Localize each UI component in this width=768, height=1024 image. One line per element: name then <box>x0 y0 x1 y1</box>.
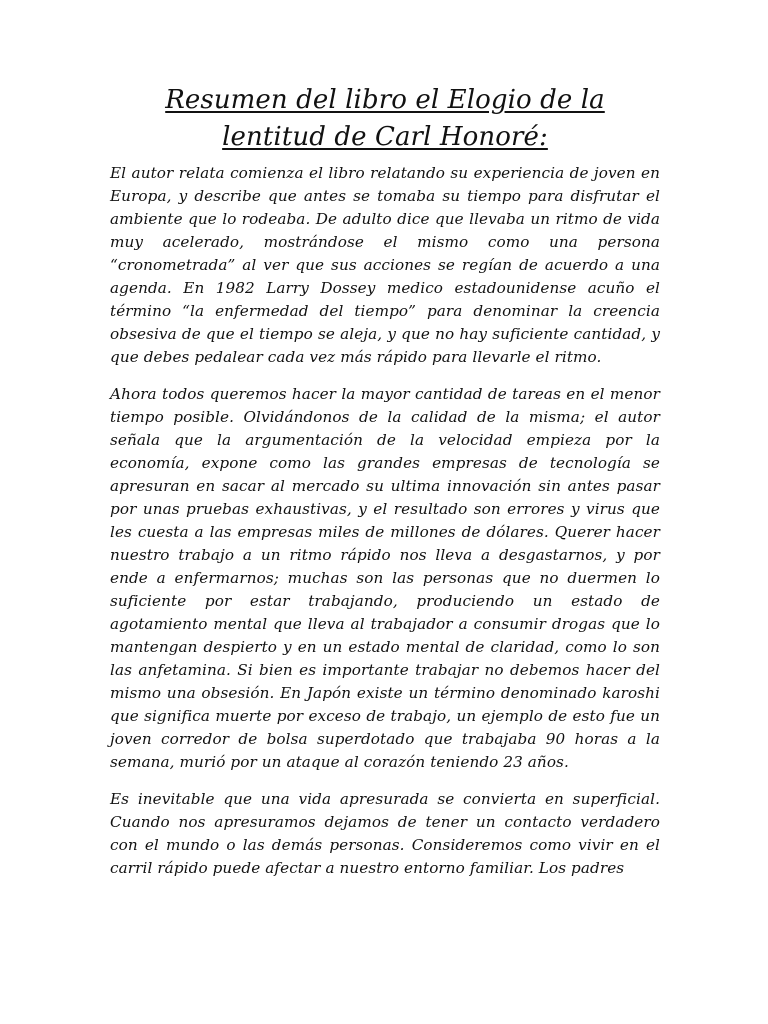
paragraph-1: El autor relata comienza el libro relatando su experiencia de joven en Europa, y describe que antes se tomaba su tiempo para disfrutar el ambiente que lo rodeaba. De adulto dice que llevaba un ritmo de vida muy acelerado, mostrándose el mismo como una persona “cronometrada” al ver que sus acciones se regían de acuerdo a una agenda. En 1982 Larry Dossey medico estadounidense acuño el término “la enfermedad del tiempo” para denominar la creencia obsesiva de que el tiempo se aleja, y que no hay suficiente cantidad, y que debes pedalear cada vez más rápido para llevarle el ritmo. <box>110 164 660 366</box>
paragraph-3: Es inevitable que una vida apresurada se convierta en superficial. Cuando nos apresuramos dejamos de tener un contacto verdadero con el mundo o las demás personas. Consideremos como vivir en el carril rápido puede afectar a nuestro entorno familiar. Los padres <box>110 790 660 877</box>
document-title: Resumen del libro el Elogio de la lentitud de Carl Honoré: <box>165 85 605 152</box>
paragraph-2: Ahora todos queremos hacer la mayor cantidad de tareas en el menor tiempo posible. Olvidándonos de la calidad de la misma; el autor señala que la argumentación de la velocidad empieza por la economía, expone como las grandes empresas de tecnología se apresuran en sacar al mercado su ultima innovación sin antes pasar por unas pruebas exhaustivas, y el resultado son errores y virus que les cuesta a las empresas miles de millones de dólares. Querer hacer nuestro trabajo a un ritmo rápido nos lleva a desgastarnos, y por ende a enfermarnos; muchas son las personas que no duermen lo suficiente por estar trabajando, produciendo un estado de agotamiento mental que lleva al trabajador a consumir drogas que lo mantengan despierto y en un estado mental de claridad, como lo son las anfetamina. Si bien es importante trabajar no debemos hacer del mismo una obsesión. En Japón existe un término denominado karoshi que significa muerte por exceso de trabajo, un ejemplo de esto fue un joven corredor de bolsa superdotado que trabajaba 90 horas a la semana, murió por un ataque al corazón teniendo 23 años. <box>110 385 660 771</box>
